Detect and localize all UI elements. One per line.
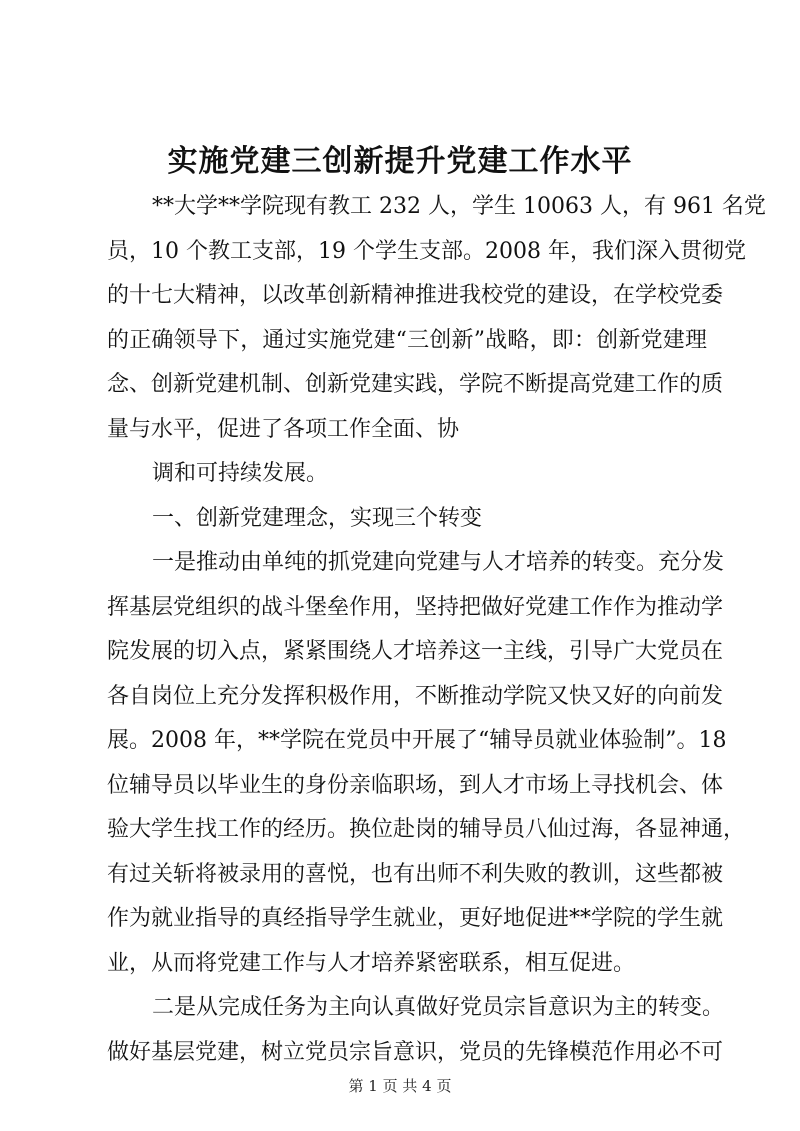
document-title: 实施党建三创新提升党建工作水平 [167,144,633,179]
text-line: 业，从而将党建工作与人才培养紧密联系，相互促进。 [107,950,636,976]
text-line: 验大学生找工作的经历。换位赴岗的辅导员八仙过海，各显神通， [107,817,746,842]
text-line: 位辅导员以毕业生的身份亲临职场，到人才市场上寻找机会、体 [107,772,724,798]
text-line: 调和可持续发展。 [152,461,329,486]
text-line: 展。2008 年，**学院在党员中开展了“辅导员就业体验制”。18 [107,728,727,753]
text-line: 有过关斩将被录用的喜悦，也有出师不利失败的教训，这些都被 [107,861,724,887]
text-line: 各自岗位上充分发挥积极作用，不断推动学院又快又好的向前发 [107,683,724,709]
text-line: 的十七大精神，以改革创新精神推进我校党的建设，在学校党委 [107,283,724,308]
section-heading: 一、创新党建理念，实现三个转变 [152,505,483,531]
text-line: 员，10 个教工支部，19 个学生支部。2008 年，我们深入贯彻党 [107,238,746,264]
text-line: **大学**学院现有教工 232 人，学生 10063 人，有 961 名党 [152,194,766,219]
text-line: 念、创新党建机制、创新党建实践，学院不断提高党建工作的质 [107,372,724,397]
text-line: 一是推动由单纯的抓党建向党建与人才培养的转变。充分发 [152,550,725,575]
text-line: 二是从完成任务为主向认真做好党员宗旨意识为主的转变。 [152,995,725,1020]
text-line: 的正确领导下，通过实施党建“三创新”战略，即：创新党建理 [107,327,707,353]
text-line: 量与水平，促进了各项工作全面、协 [107,416,460,442]
document-body [107,185,766,1075]
text-line: 挥基层党组织的战斗堡垒作用，坚持把做好党建工作作为推动学 [107,594,724,620]
text-line: 院发展的切入点，紧紧围绕人才培养这一主线，引导广大党员在 [107,639,724,664]
text-line: 做好基层党建，树立党员宗旨意识，党员的先锋模范作用必不可 [107,1039,724,1065]
page-footer: 第 1 页 共 4 页 [348,1077,452,1095]
text-line: 作为就业指导的真经指导学生就业，更好地促进**学院的学生就 [107,906,724,931]
